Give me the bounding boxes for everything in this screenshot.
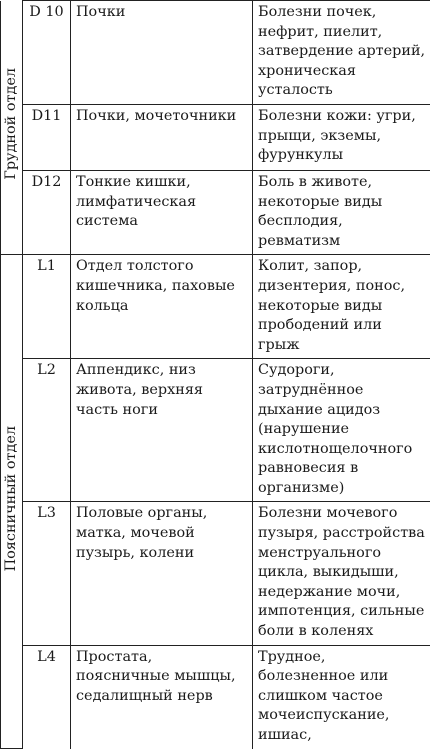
table-row <box>1 1 430 105</box>
organs-cell: Почки <box>71 1 253 105</box>
diseases-cell: Боль в животе, некоторые виды бесплодия, ревматизм <box>253 170 430 254</box>
section-label: Грудной отдел <box>2 68 22 180</box>
diseases-cell: Трудное, болезненное или слишком частое мочеиспускание, ишиас, <box>253 645 430 748</box>
diseases-cell: Колит, запор, дизентерия, понос, некоторые виды прободений или грыж <box>253 255 430 359</box>
table-row <box>1 104 430 170</box>
table-row <box>1 255 430 359</box>
section-label-cell <box>1 1 23 255</box>
diseases-cell: Судороги, затруднённое дыхание ацидоз (нарушение кислотнощелочного равновесия в организме) <box>253 359 430 502</box>
diseases-cell: Болезни почек, нефрит, пиелит, затвердение артерий, хроническая усталость <box>253 1 430 105</box>
vertebra-code: D 10 <box>23 1 71 105</box>
vertebra-code: D11 <box>23 104 71 170</box>
table-row <box>1 359 430 502</box>
table-row <box>1 645 430 748</box>
table-row <box>1 170 430 254</box>
section-label: Поясничный отдел <box>2 426 22 571</box>
table-row <box>1 502 430 645</box>
organs-cell: Половые органы, матка, мочевой пузырь, колени <box>71 502 253 645</box>
organs-cell: Тонкие кишки, лимфатическая система <box>71 170 253 254</box>
organs-cell: Почки, мочеточники <box>71 104 253 170</box>
vertebra-code: L3 <box>23 502 71 645</box>
organs-cell: Аппендикс, низ живота, верхняя часть ноги <box>71 359 253 502</box>
diseases-cell: Болезни кожи: угри, прыщи, экземы, фурункулы <box>253 104 430 170</box>
section-label-cell <box>1 255 23 749</box>
organs-cell: Простата, поясничные мышцы, седалищный нерв <box>71 645 253 748</box>
diseases-cell: Болезни мочевого пузыря, расстройства менструального цикла, выкидыши, недержание мочи, импотенция, сильные боли в коленях <box>253 502 430 645</box>
vertebra-code: L1 <box>23 255 71 359</box>
organs-cell: Отдел толстого кишечника, паховые кольца <box>71 255 253 359</box>
vertebra-code: D12 <box>23 170 71 254</box>
vertebra-code: L4 <box>23 645 71 748</box>
vertebra-code: L2 <box>23 359 71 502</box>
